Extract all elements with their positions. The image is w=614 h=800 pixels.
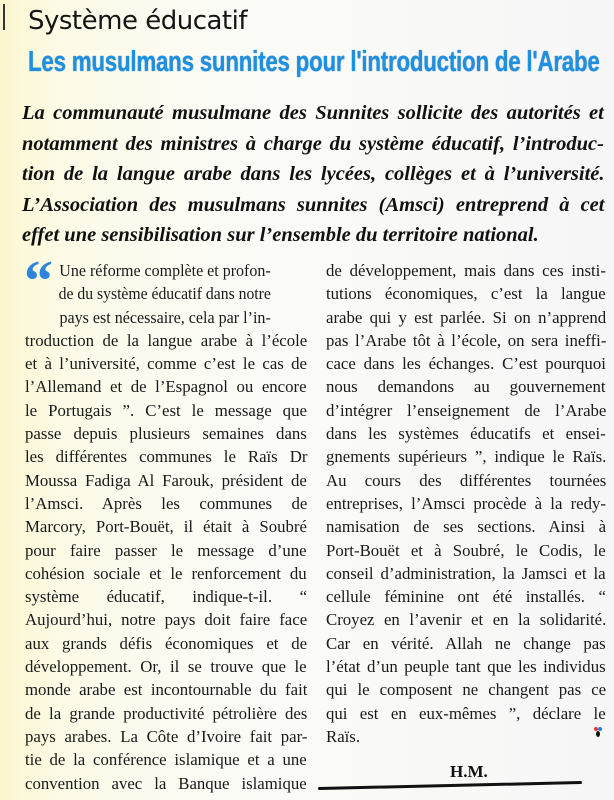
body-line: de du système éducatif dans notre (58, 284, 271, 304)
body-line: Port-Bouët et à Soubré, le Codis, le (326, 540, 606, 560)
body-line: arabe qui y est parlée. Si on n’apprend (326, 307, 607, 327)
body-line: système éducatif, indique-t-il. “ (25, 587, 308, 607)
body-line: conseil d’administration, la Jamsci et la (326, 563, 606, 583)
body-line: Moussa Fadiga Al Farouk, président de (25, 470, 307, 490)
body-line: Aujourd’hui, notre pays doit faire face (25, 610, 308, 630)
lede-line: tion de la langue arabe dans les lycées, collèges et à l’université. (22, 163, 605, 185)
body-line: Car en vérité. Allah ne change pas (326, 633, 606, 653)
body-line: Une réforme complète et profon- (59, 261, 271, 280)
body-line: tie de la conférence islamique et a une (25, 750, 307, 770)
lede-line: La communauté musulmane des Sunnites sollicite des autorités et (22, 102, 604, 124)
body-line: cellule féminine ont été installés. “ (326, 587, 606, 607)
body-line: tutions économiques, c’est la langue (326, 284, 606, 304)
body-line: Raïs. (326, 726, 361, 746)
signature-rule (318, 781, 582, 790)
body-line: passe depuis plusieurs semaines dans (25, 424, 307, 444)
body-line: les différentes communes le Raïs Dr (25, 447, 308, 467)
body-line: Au cours des différentes tournées (326, 470, 607, 490)
body-line: développement. Or, il se trouve que le (25, 657, 307, 677)
body-line: pas l’Arabe tôt à l’école, on sera ineffi- (326, 330, 607, 350)
author-signature: H.M. (450, 762, 488, 781)
right-column (326, 259, 606, 748)
body-line: entreprises, l’Amsci procède à la redy- (326, 493, 606, 513)
body-line: troduction de la langue arabe à l’école (25, 330, 308, 350)
lede-paragraph (22, 98, 604, 251)
body-line: nous demandons au gouvernement (326, 377, 606, 397)
body-line: et à l’université, comme c’est le cas de (25, 354, 307, 374)
body-line: convention avec la Banque islamique (25, 773, 307, 793)
headline: Les musulmans sunnites pour l'introduction de l'Arabe (28, 46, 600, 78)
lede-line: effet une sensibilisation sur l’ensemble du territoire national. (22, 224, 539, 246)
body-line: qui le composent ne changent pas ce (326, 680, 607, 700)
lede-line: notamment des ministres à charge du système éducatif, l’introduc- (22, 132, 604, 155)
body-line: cace dans les échanges. C’est pourquoi (326, 354, 606, 374)
opening-quote-icon: “ (24, 248, 47, 313)
body-line: d’intégrer l’enseignement de l’Arabe (326, 400, 607, 420)
body-line: namisation de ses sections. Ainsi à (326, 517, 607, 537)
body-line: aux grands défis économiques et de (25, 633, 308, 653)
body-line: pour faire passer le message d’une (25, 540, 307, 560)
body-line: l’état d’un peuple tant que les individus (326, 657, 606, 677)
print-registration-mark (594, 727, 604, 739)
body-line: dans les systèmes éducatifs et ensei- (326, 424, 606, 444)
body-line: gnements supérieurs ”, indique le Raïs. (326, 447, 607, 467)
body-line: pays arabes. La Côte d’Ivoire fait par- (25, 726, 308, 746)
body-line: l’Allemand et de l’Espagnol ou encore (25, 377, 307, 397)
body-line: l’Amsci. Après les communes de (25, 493, 308, 513)
body-line: cohésion sociale et le renforcement du (25, 563, 307, 583)
body-line: de la grande productivité pétrolière des (25, 703, 308, 723)
body-line: de développement, mais dans ces insti- (326, 261, 606, 280)
margin-rule (3, 4, 5, 30)
section-kicker: Système éducatif (28, 6, 247, 36)
body-line: pays est nécessaire, cela par l’in- (59, 307, 271, 327)
lede-line: L’Association des musulmans sunnites (Amsci) entreprend à cet (22, 193, 605, 216)
body-line: Croyez en l’avenir et en la solidarité. (326, 610, 607, 630)
left-column (25, 259, 307, 795)
body-line: qui est en eux-mêmes ”, déclare le (326, 703, 606, 723)
body-line: le Portugais ”. C’est le message que (25, 400, 307, 420)
body-line: Marcory, Port-Bouët, il était à Soubré (25, 517, 307, 537)
body-line: monde arabe est incontournable du fait (25, 680, 308, 700)
